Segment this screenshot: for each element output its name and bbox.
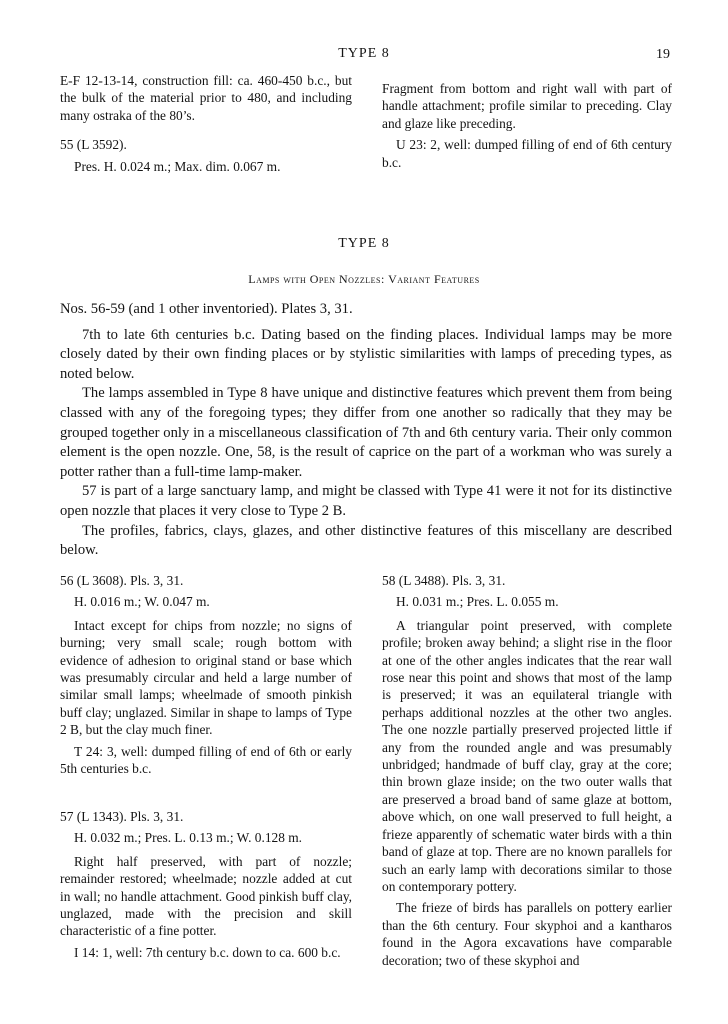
entry-56-dims: H. 0.016 m.; W. 0.047 m. [74, 594, 210, 610]
entry-55-label: 55 (L 3592). [60, 137, 127, 153]
section-nos: Nos. 56-59 (and 1 other inventoried). Plates 3, 31. [60, 301, 353, 317]
entry-58 [382, 572, 672, 969]
entry-56 [60, 572, 352, 777]
entry-58-description: A triangular point preserved, with complete profile; broken away behind; a slight rise in the floor at one of the other angles indicates that the rear wall rose near this point and shows that most of the lamp is preserved; it was an equilateral triangle with perhaps additional nozzles at the other two angles. The one nozzle partially preserved projected little if any from the rounded angle and was presumably unbridged; handmade of buff clay, gray at the core; thin brown glaze inside; on the two outer walls that are preserved a broad band of same glaze at bottom, above which, on one wall preserved to full height, a frieze apparently of schematic water birds with a thin band of glaze at top. There are no known parallels for such an early lamp with decorations similar to those on contemporary pottery. [382, 617, 672, 894]
section-paragraph-2: The lamps assembled in Type 8 have unique and distinctive features which prevent them from being classed with any of the foregoing types; they differ from one another so radically that they may be grouped together only in a miscellaneous classification of 7th and 6th century varia. Their only common element is the open nozzle. One, 58, is the result of caprice on the part of a workman who was surely a potter rather than a full-time lamp-maker. [60, 385, 672, 480]
entry-57 [60, 808, 352, 961]
entry-55-description: Fragment from bottom and right wall with part of handle attachment; profile similar to preceding. Clay and glaze like preceding. [382, 81, 672, 131]
entry-58-note: The frieze of birds has parallels on pottery earlier than the 6th century. Four skyphoi and a kantharos found in the Agora excavations have comparable decoration; two of these skyphoi and [382, 900, 672, 968]
top-right-column [382, 80, 672, 171]
section-title: TYPE 8 [338, 236, 390, 251]
entry-56-description: Intact except for chips from nozzle; no signs of burning; very small scale; rough bottom with evidence of adhesion to original stand or base which was presumably circular and held a large number of similar small lamps; wheelmade of smooth pinkish buff clay; unglazed. Similar in shape to lamps of Type 2 B, but the clay much finer. [60, 617, 352, 738]
entry-55-context: U 23: 2, well: dumped filling of end of 6th century b.c. [382, 137, 672, 170]
entry-55-dims: Pres. H. 0.024 m.; Max. dim. 0.067 m. [74, 158, 281, 174]
entry-54-context: E-F 12-13-14, construction fill: ca. 460-450 b.c., but the bulk of the material prior to 480, and including many ostraka of the 80’s. [60, 73, 352, 123]
running-header-title: TYPE 8 [338, 46, 390, 61]
section-intro [60, 300, 672, 561]
section-paragraph-4: The profiles, fabrics, clays, glazes, and other distinctive features of this miscellany are described below. [60, 522, 672, 559]
section-paragraph-1: 7th to late 6th centuries b.c. Dating based on the finding places. Individual lamps may be more closely dated by their own finding places or by stylistic similarities with lamps of preceding types, as noted below. [60, 326, 672, 382]
entry-57-context: I 14: 1, well: 7th century b.c. down to ca. 600 b.c. [74, 944, 341, 960]
section-paragraph-3: 57 is part of a large sanctuary lamp, and might be classed with Type 41 were it not for its distinctive open nozzle that places it very close to Type 2 B. [60, 483, 672, 519]
entry-56-label: 56 (L 3608). Pls. 3, 31. [60, 573, 184, 588]
page-number: 19 [656, 47, 670, 62]
section-subtitle: Lamps with Open Nozzles: Variant Features [248, 272, 480, 286]
entry-57-description: Right half preserved, with part of nozzle; remainder restored; wheelmade; nozzle added at cut in wall; no handle attachment. Good pinkish buff clay, unglazed, made with the precision and skill characteristic of a fine potter. [60, 853, 352, 939]
entry-58-dims: H. 0.031 m.; Pres. L. 0.055 m. [396, 594, 559, 610]
entry-57-dims: H. 0.032 m.; Pres. L. 0.13 m.; W. 0.128 m. [74, 830, 303, 846]
entry-56-context: T 24: 3, well: dumped filling of end of 6th or early 5th centuries b.c. [60, 743, 352, 777]
top-left-column [60, 72, 352, 175]
entry-58-label: 58 (L 3488). Pls. 3, 31. [382, 573, 506, 588]
entry-57-label: 57 (L 1343). Pls. 3, 31. [60, 809, 184, 824]
